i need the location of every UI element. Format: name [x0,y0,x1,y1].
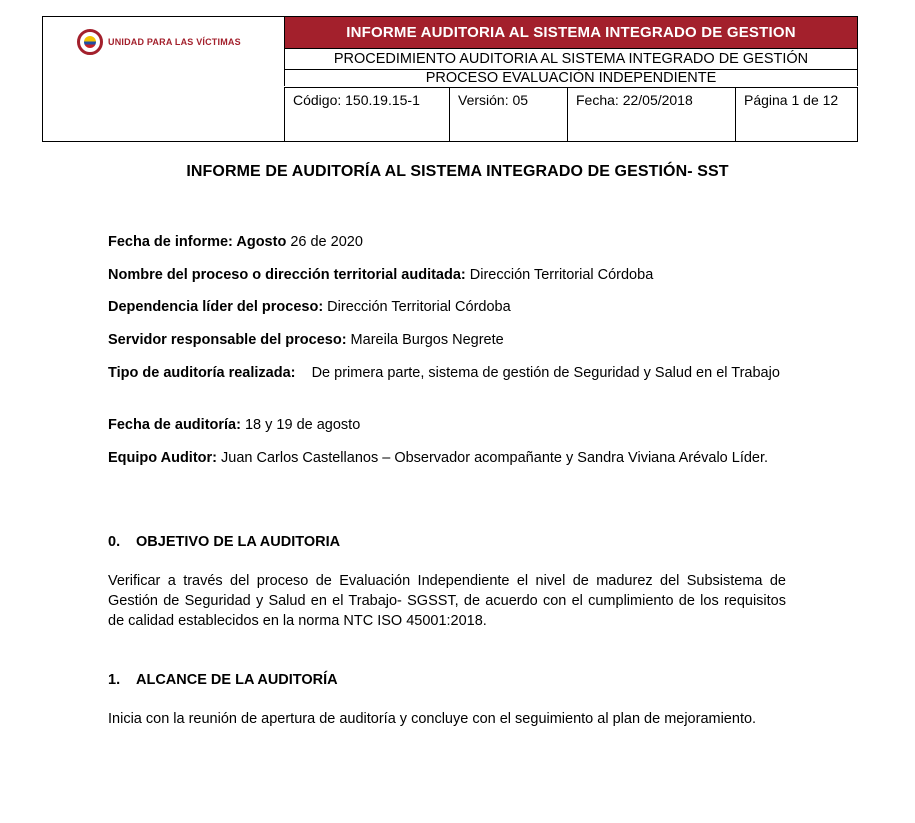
section-alcance-text: Inicia con la reunión de apertura de auditoría y concluye con el seguimiento al plan de mejoramiento. [108,711,757,727]
header-pagina: Página 1 de 12 [736,87,858,142]
header-process: PROCESO EVALUACIÒN INDEPENDIENTE [284,70,858,86]
field-servidor: Servidor responsable del proceso: Mareila Burgos Negrete [108,332,504,348]
section-alcance-heading: 1. ALCANCE DE LA AUDITORÍA [108,672,338,688]
document-header [42,16,858,142]
header-codigo: Código: 150.19.15-1 [284,87,450,142]
document-title: INFORME DE AUDITORÍA AL SISTEMA INTEGRADO DE GESTIÓN- SST [186,163,729,180]
header-procedure: PROCEDIMIENTO AUDITORIA AL SISTEMA INTEGRADO DE GESTIÓN [284,49,858,70]
field-tipo-auditoria: Tipo de auditoría realizada: De primera parte, sistema de gestión de Seguridad y Salud en el Trabajo [108,365,780,381]
field-nombre-proceso: Nombre del proceso o dirección territorial auditada: Dirección Territorial Córdoba [108,267,654,283]
field-equipo-auditor: Equipo Auditor: Juan Carlos Castellanos – Observador acompañante y Sandra Viviana Arévalo Líder. [108,450,769,466]
logo-cell [42,16,285,142]
header-info [284,16,858,142]
field-fecha-informe: Fecha de informe: Agosto 26 de 2020 [108,234,363,250]
header-fecha: Fecha: 22/05/2018 [568,87,736,142]
header-meta-row [284,87,858,142]
section-objetivo-text: Verificar a través del proceso de Evaluación Independiente el nivel de madurez del Subsistema de Gestión de Seguridad y Salud en el Trabajo- SGSST, de acuerdo con el cumplimiento de los requisitos de calidad establecidos en la norma NTC ISO 45001:2018. [108,573,786,629]
logo-text: UNIDAD PARA LAS VÍCTIMAS [108,37,241,47]
organization-logo [77,27,247,57]
coat-of-arms-icon [77,29,103,55]
header-title: INFORME AUDITORIA AL SISTEMA INTEGRADO DE GESTION [284,16,858,49]
field-dependencia: Dependencia líder del proceso: Dirección Territorial Córdoba [108,299,511,315]
field-fecha-auditoria: Fecha de auditoría: 18 y 19 de agosto [108,417,361,433]
section-objetivo-heading: 0. OBJETIVO DE LA AUDITORIA [108,534,341,550]
header-version: Versión: 05 [450,87,568,142]
